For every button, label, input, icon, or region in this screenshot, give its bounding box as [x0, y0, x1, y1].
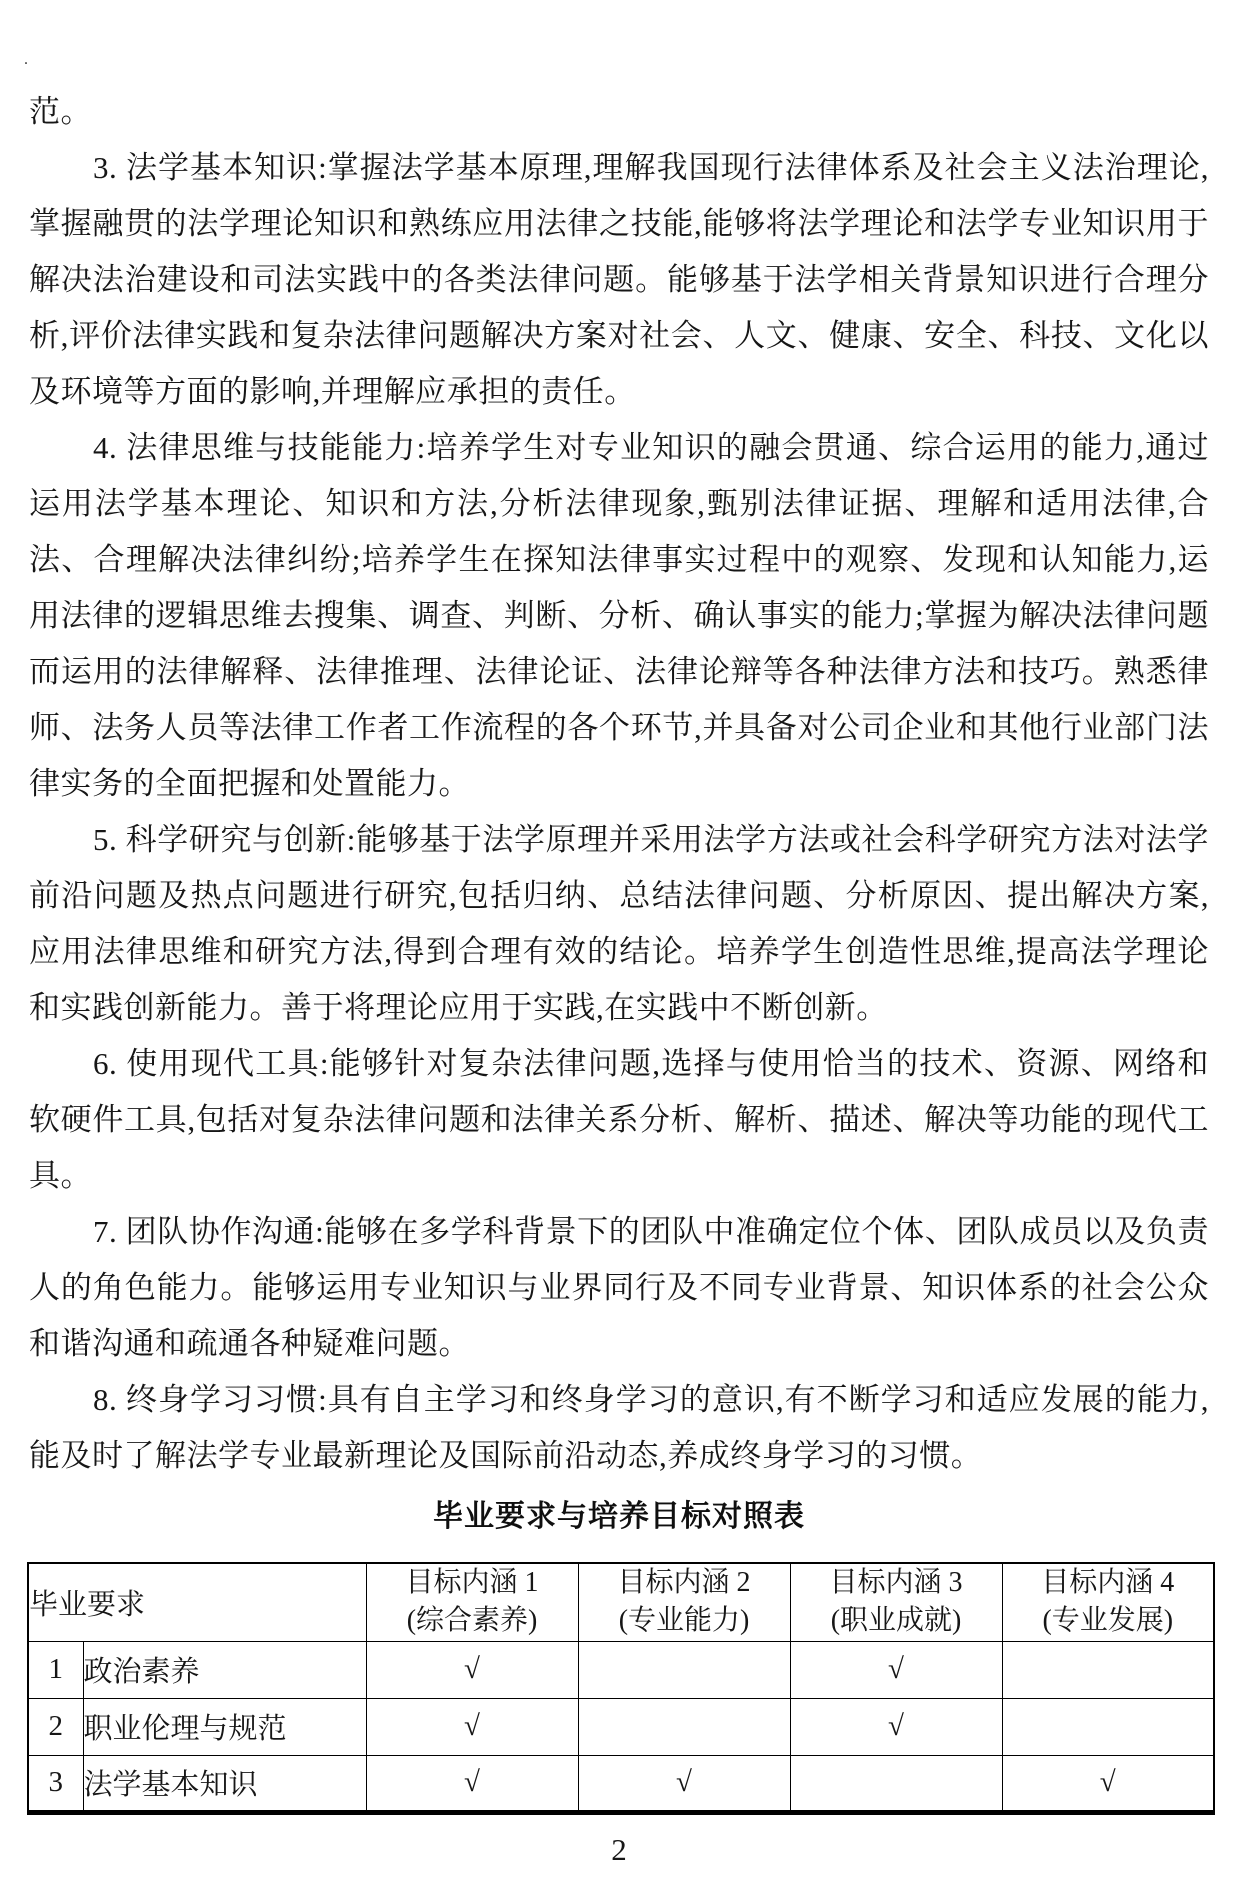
- requirement-name-cell: 政治素养: [83, 1641, 366, 1698]
- table-title: 毕业要求与培养目标对照表: [433, 1500, 805, 1533]
- requirement-name-cell: 法学基本知识: [83, 1755, 366, 1812]
- check-cell: [790, 1755, 1002, 1812]
- goal-header-2-name: 目标内涵 2: [617, 1567, 751, 1599]
- body-paragraph-item-8: 8. 终身学习习惯:具有自主学习和终身学习的意识,有不断学习和适应发展的能力,能及时了解法学专业最新理论及国际前沿动态,养成终身学习的习惯。: [29, 1382, 1209, 1473]
- check-cell: [578, 1698, 790, 1755]
- goal-header-1-subtitle: (综合素养): [406, 1605, 538, 1637]
- check-cell: √: [790, 1698, 1002, 1755]
- check-cell: [1002, 1641, 1214, 1698]
- check-cell: √: [790, 1641, 1002, 1698]
- corner-header-cell: 毕业要求: [28, 1563, 366, 1641]
- table-header-row: [28, 1563, 1214, 1641]
- body-paragraph-continuation: 范。: [29, 94, 92, 129]
- row-number-cell: 2: [28, 1698, 83, 1755]
- goal-header-cell-3: [790, 1563, 1002, 1641]
- goal-header-3-name: 目标内涵 3: [829, 1567, 963, 1599]
- page-number: 2: [611, 1832, 627, 1867]
- table-row-2: [28, 1698, 1214, 1755]
- row-number-cell: 1: [28, 1641, 83, 1698]
- body-paragraph-item-4: 4. 法律思维与技能能力:培养学生对专业知识的融会贯通、综合运用的能力,通过运用法学基本理论、知识和方法,分析法律现象,甄别法律证据、理解和适用法律,合法、合理解决法律纠纷;培养学生在探知法律事实过程中的观察、发现和认知能力,运用法律的逻辑思维去搜集、调查、判断、分析、确认事实的能力;掌握为解决法律问题而运用的法律解释、法律推理、法律论证、法律论辩等各种法律方法和技巧。熟悉律师、法务人员等法律工作者工作流程的各个环节,并具备对公司企业和其他行业部门法律实务的全面把握和处置能力。: [29, 430, 1209, 801]
- requirements-objectives-table: [27, 1562, 1215, 1815]
- goal-header-4-name: 目标内涵 4: [1041, 1567, 1175, 1599]
- body-paragraph-item-7: 7. 团队协作沟通:能够在多学科背景下的团队中准确定位个体、团队成员以及负责人的角色能力。能够运用专业知识与业界同行及不同专业背景、知识体系的社会公众和谐沟通和疏通各种疑难问题。: [29, 1214, 1209, 1361]
- goal-header-4-subtitle: (专业发展): [1042, 1605, 1174, 1637]
- body-paragraph-item-6: 6. 使用现代工具:能够针对复杂法律问题,选择与使用恰当的技术、资源、网络和软硬件工具,包括对复杂法律问题和法律关系分析、解析、描述、解决等功能的现代工具。: [29, 1046, 1209, 1193]
- goal-header-cell-2: [578, 1563, 790, 1641]
- table-row-3: [28, 1755, 1214, 1812]
- check-cell: √: [1002, 1755, 1214, 1812]
- requirement-name-cell: 职业伦理与规范: [83, 1698, 366, 1755]
- check-cell: √: [366, 1641, 578, 1698]
- table-row-1: [28, 1641, 1214, 1698]
- goal-header-cell-4: [1002, 1563, 1214, 1641]
- goal-header-cell-1: [366, 1563, 578, 1641]
- check-cell: [578, 1641, 790, 1698]
- goal-header-3-subtitle: (职业成就): [830, 1605, 962, 1637]
- check-cell: [1002, 1698, 1214, 1755]
- goal-header-2-subtitle: (专业能力): [618, 1605, 750, 1637]
- body-paragraph-item-5: 5. 科学研究与创新:能够基于法学原理并采用法学方法或社会科学研究方法对法学前沿问题及热点问题进行研究,包括归纳、总结法律问题、分析原因、提出解决方案,应用法律思维和研究方法,得到合理有效的结论。培养学生创造性思维,提高法学理论和实践创新能力。善于将理论应用于实践,在实践中不断创新。: [29, 822, 1209, 1025]
- goal-header-1-name: 目标内涵 1: [405, 1567, 539, 1599]
- row-number-cell: 3: [28, 1755, 83, 1812]
- stray-ink-mark: .: [24, 51, 28, 68]
- body-paragraph-item-3: 3. 法学基本知识:掌握法学基本原理,理解我国现行法律体系及社会主义法治理论,掌握融贯的法学理论知识和熟练应用法律之技能,能够将法学理论和法学专业知识用于解决法治建设和司法实践中的各类法律问题。能够基于法学相关背景知识进行合理分析,评价法律实践和复杂法律问题解决方案对社会、人文、健康、安全、科技、文化以及环境等方面的影响,并理解应承担的责任。: [29, 150, 1209, 409]
- check-cell: √: [366, 1698, 578, 1755]
- check-cell: √: [578, 1755, 790, 1812]
- check-cell: √: [366, 1755, 578, 1812]
